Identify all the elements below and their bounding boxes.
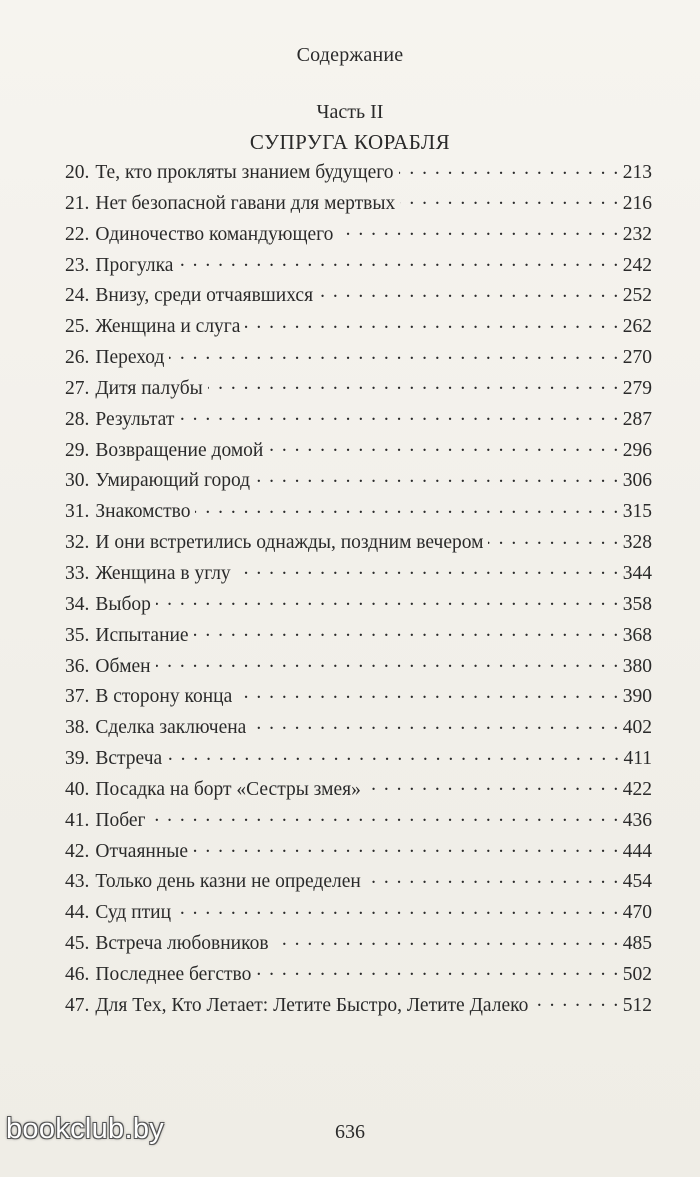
chapter-page-number: 232 [622, 223, 652, 245]
chapter-page-number: 485 [622, 933, 652, 955]
chapter-number: 34. [65, 593, 90, 615]
chapter-number: 33. [65, 562, 90, 584]
dot-leader [245, 313, 619, 333]
chapter-title: Обмен [95, 655, 151, 677]
chapter-page-number: 213 [622, 162, 652, 183]
chapter-title: Переход [95, 347, 165, 369]
chapter-title: Выбор [95, 593, 151, 615]
toc-entry [65, 960, 652, 991]
toc-entry [65, 682, 652, 713]
chapter-title: Отчаянные [95, 840, 189, 862]
chapter-number: 43. [65, 871, 90, 893]
chapter-title: Посадка на борт «Сестры змея» [95, 778, 361, 800]
page-number: 636 [335, 1121, 365, 1143]
chapter-title: Дитя палубы [95, 377, 203, 399]
dot-leader [338, 220, 619, 240]
chapter-number: 41. [65, 809, 90, 831]
toc-entry [65, 158, 652, 189]
dot-leader [488, 529, 619, 549]
watermark-logo: bookclub.by [6, 1113, 165, 1145]
part-title: Часть II [316, 101, 384, 123]
chapter-title: В сторону конца [95, 686, 233, 708]
toc-entry [65, 343, 652, 374]
chapter-number: 45. [65, 933, 90, 955]
part-subtitle: СУПРУГА КОРАБЛЯ [249, 130, 451, 154]
dot-leader [251, 714, 619, 734]
chapter-page-number: 454 [622, 871, 652, 893]
dot-leader [255, 467, 620, 487]
chapter-page-number: 368 [622, 624, 652, 646]
chapter-page-number: 279 [622, 377, 652, 399]
chapter-page-number: 315 [622, 501, 652, 523]
chapter-number: 40. [65, 778, 90, 800]
toc-entry [65, 189, 652, 220]
chapter-page-number: 216 [622, 192, 652, 214]
chapter-number: 42. [65, 840, 90, 862]
chapter-number: 29. [65, 439, 90, 461]
chapter-title: Знакомство [95, 501, 191, 523]
chapter-title: Встреча любовников [95, 933, 269, 955]
chapter-title: Суд птиц [95, 902, 172, 924]
dot-leader [274, 930, 620, 950]
dot-leader [366, 775, 620, 795]
chapter-title: Женщина в углу [95, 562, 231, 584]
toc-entry [65, 497, 652, 528]
chapter-title: Только день казни не определен [95, 871, 361, 893]
chapter-number: 46. [65, 963, 90, 985]
toc-entry [65, 281, 652, 312]
chapter-number: 25. [65, 316, 90, 338]
toc-entry [65, 621, 652, 652]
chapter-number: 30. [65, 470, 90, 492]
toc-entry [65, 436, 652, 467]
dot-leader [167, 745, 620, 765]
chapter-number: 37. [65, 686, 90, 708]
chapter-number: 23. [65, 254, 90, 276]
toc-entry [65, 744, 652, 775]
dot-leader [156, 590, 620, 610]
chapter-title: Для Тех, Кто Летает: Летите Быстро, Летите Далеко [95, 994, 529, 1016]
dot-leader [366, 868, 620, 888]
chapter-number: 26. [65, 347, 90, 369]
chapter-page-number: 390 [622, 686, 652, 708]
chapter-page-number: 422 [622, 778, 652, 800]
dot-leader [195, 498, 619, 518]
toc-entry [65, 528, 652, 559]
dot-leader [533, 991, 619, 1011]
dot-leader [400, 189, 620, 209]
chapter-page-number: 470 [622, 902, 652, 924]
toc-entry [65, 867, 652, 898]
toc-entry [65, 991, 652, 1022]
chapter-title: Нет безопасной гавани для мертвых [95, 192, 396, 214]
chapter-number: 20. [65, 162, 90, 183]
chapter-page-number: 242 [622, 254, 652, 276]
dot-leader [208, 374, 620, 394]
dot-leader [179, 405, 619, 425]
chapter-page-number: 358 [622, 593, 652, 615]
chapter-number: 21. [65, 192, 90, 214]
chapter-number: 47. [65, 994, 90, 1016]
chapter-page-number: 344 [622, 562, 652, 584]
chapter-number: 28. [65, 408, 90, 430]
toc-entry [65, 713, 652, 744]
chapter-title: Умирающий город [95, 470, 251, 492]
chapter-number: 32. [65, 532, 90, 554]
chapter-title: Одиночество командующего [95, 223, 334, 245]
dot-leader [169, 344, 619, 364]
table-of-contents [65, 158, 652, 1022]
chapter-number: 22. [65, 223, 90, 245]
dot-leader [268, 436, 619, 456]
chapter-title: Возвращение домой [95, 439, 264, 461]
dot-leader [237, 683, 620, 703]
chapter-title: Те, кто прокляты знанием будущего [95, 162, 394, 183]
dot-leader [256, 960, 619, 980]
chapter-title: Внизу, среди отчаявшихся [95, 285, 314, 307]
toc-entry [65, 251, 652, 282]
dot-leader [178, 251, 619, 271]
toc-entry [65, 775, 652, 806]
toc-entry [65, 837, 652, 868]
chapter-page-number: 262 [622, 316, 652, 338]
chapter-page-number: 436 [622, 809, 652, 831]
chapter-title: Сделка заключена [95, 717, 247, 739]
toc-entry [65, 312, 652, 343]
chapter-page-number: 296 [622, 439, 652, 461]
chapter-page-number: 380 [622, 655, 652, 677]
chapter-page-number: 402 [622, 717, 652, 739]
toc-entry [65, 466, 652, 497]
toc-entry [65, 374, 652, 405]
toc-entry [65, 220, 652, 251]
chapter-page-number: 270 [622, 347, 652, 369]
toc-entry [65, 559, 652, 590]
chapter-title: И они встретились однажды, поздним вечером [95, 532, 484, 554]
dot-leader [194, 621, 620, 641]
toc-entry [65, 405, 652, 436]
chapter-number: 24. [65, 285, 90, 307]
toc-entry [65, 590, 652, 621]
chapter-title: Прогулка [95, 254, 174, 276]
chapter-page-number: 287 [622, 408, 652, 430]
chapter-page-number: 411 [623, 748, 652, 770]
chapter-title: Встреча [95, 748, 163, 770]
running-head: Содержание [296, 44, 404, 66]
toc-entry [65, 929, 652, 960]
chapter-title: Побег [95, 809, 146, 831]
dot-leader [151, 806, 620, 826]
chapter-number: 39. [65, 748, 90, 770]
chapter-page-number: 444 [622, 840, 652, 862]
chapter-page-number: 252 [622, 285, 652, 307]
chapter-page-number: 306 [622, 470, 652, 492]
chapter-number: 36. [65, 655, 90, 677]
toc-entry [65, 652, 652, 683]
chapter-number: 27. [65, 377, 90, 399]
chapter-number: 35. [65, 624, 90, 646]
dot-leader [399, 159, 620, 179]
dot-leader [193, 837, 620, 857]
dot-leader [236, 559, 620, 579]
dot-leader [176, 899, 620, 919]
chapter-number: 38. [65, 717, 90, 739]
chapter-title: Последнее бегство [95, 963, 252, 985]
dot-leader [156, 652, 620, 672]
chapter-title: Испытание [95, 624, 189, 646]
chapter-title: Женщина и слуга [95, 316, 241, 338]
chapter-page-number: 512 [622, 994, 652, 1016]
chapter-number: 31. [65, 501, 90, 523]
chapter-number: 44. [65, 902, 90, 924]
chapter-title: Результат [95, 408, 175, 430]
chapter-page-number: 328 [622, 532, 652, 554]
toc-entry [65, 898, 652, 929]
dot-leader [318, 282, 620, 302]
toc-entry [65, 806, 652, 837]
chapter-page-number: 502 [622, 963, 652, 985]
